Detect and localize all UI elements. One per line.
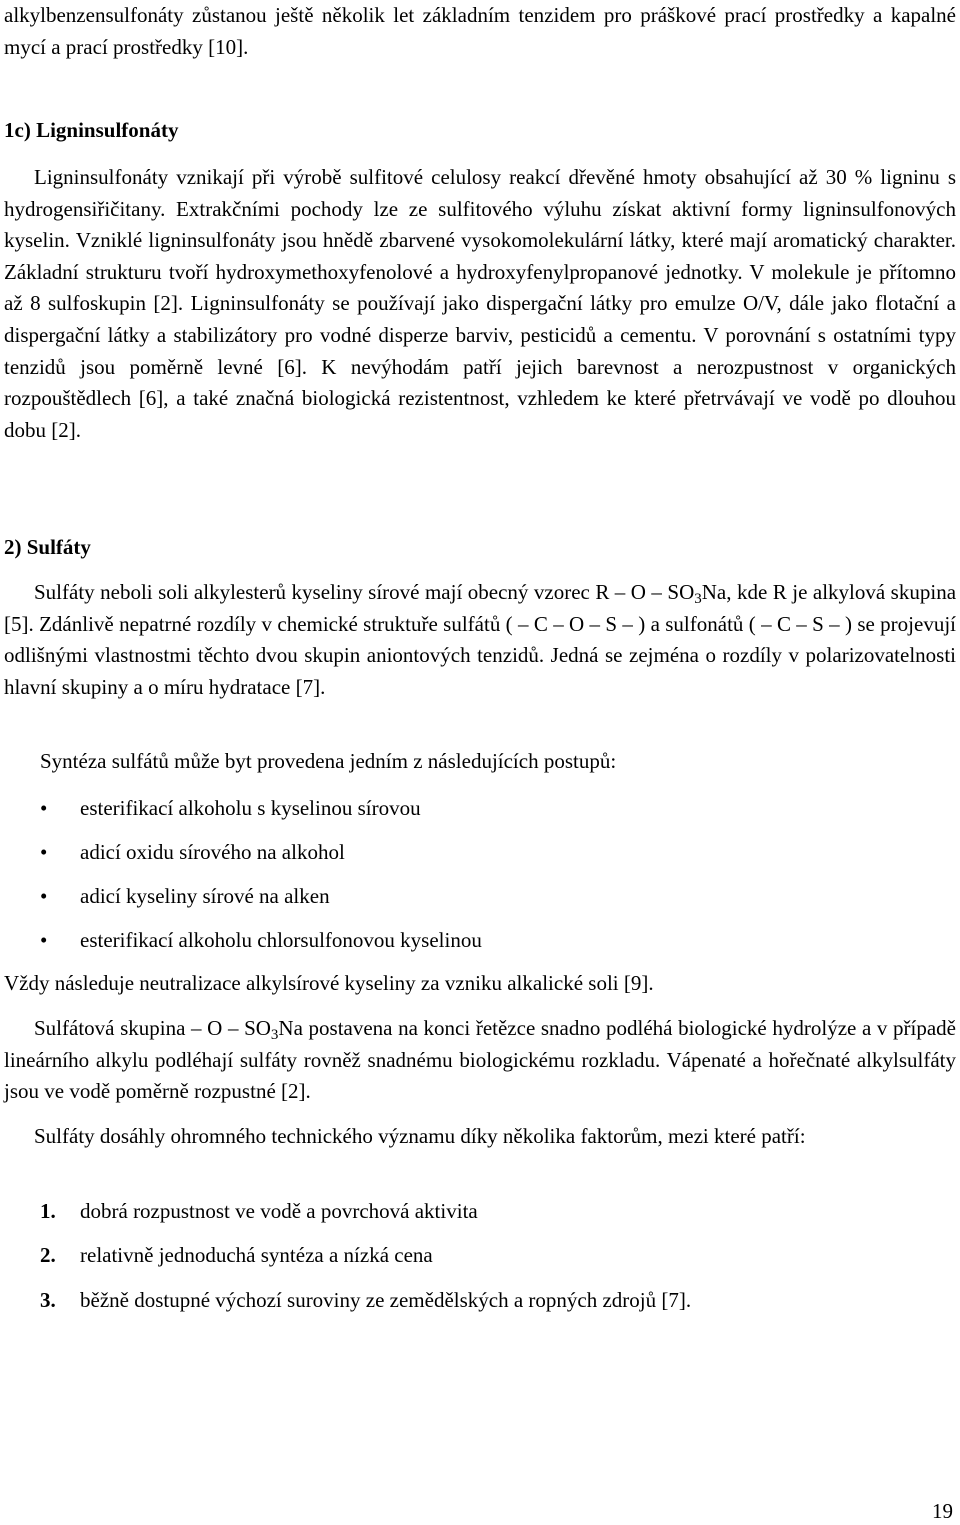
neutralizace-paragraph: Vždy následuje neutralizace alkylsírové kyseliny za vzniku alkalické soli [9]. bbox=[4, 971, 654, 995]
list-item-text: adicí kyseliny sírové na alken bbox=[80, 884, 330, 908]
list-item-text: esterifikací alkoholu chlorsulfonovou kyselinou bbox=[80, 928, 482, 952]
list-item bbox=[4, 1285, 904, 1315]
sulfaty-text-b: Na, kde R je alkylová skupina [5]. Zdánlivě nepatrné rozdíly v chemické struktuře sulfátů ( – C – O – S – ) a sulfonátů ( – C – S – ) se projevují odlišnými vlastnostmi těchto dvou skupin aniontových tenzidů. Jedná se zejména o rozdíly v polarizovatelnosti hlavní skupiny a o míru hydratace [7]. bbox=[4, 580, 957, 699]
list-item bbox=[4, 1196, 904, 1226]
heading-sulfaty: 2) Sulfáty bbox=[4, 535, 91, 559]
sulfaty-paragraph bbox=[4, 577, 956, 703]
heading-ligninsulfonaty: 1c) Ligninsulfonáty bbox=[4, 118, 179, 142]
list-number: 1. bbox=[40, 1199, 56, 1223]
list-item bbox=[4, 793, 904, 823]
synteza-paragraph: Syntéza sulfátů může byt provedena jedním z následujících postupů: bbox=[40, 749, 617, 773]
list-item bbox=[4, 1240, 904, 1270]
list-item-text: adicí oxidu sírového na alkohol bbox=[80, 840, 345, 864]
ligninsulfonaty-paragraph: Ligninsulfonáty vznikají při výrobě sulfitové celulosy reakcí dřevěné hmoty obsahující až 30 % ligninu s hydrogensiřičitany. Extrakčními pochody lze ze sulfitového výluhu získat aktivní formy ligninsulfonových kyselin. Vzniklé ligninsulfonáty jsou hnědě zbarvené vysokomolekulární látky, které mají aromatický charakter. Základní strukturu tvoří hydroxymethoxyfenolové a hydroxyfenylpropanové jednotky. V molekule je přítomno až 8 sulfoskupin [2]. Ligninsulfonáty se používají jako dispergační látky pro emulze O/V, dále jako flotační a dispergační látky a stabilizátory pro vodné disperze barviv, pesticidů a cementu. V porovnání s ostatními typy tenzidů jsou poměrně levné [6]. K nevýhodám patří jejich barevnost a nerozpustnost v organických rozpouštědlech [6], a také značná biologická rezistentnost, vzhledem ke které přetrvávají ve vodě po dlouhou dobu [2]. bbox=[4, 165, 956, 442]
list-item bbox=[4, 881, 904, 911]
skupina-text-b: Na postavena na konci řetězce snadno podléhá biologické hydrolýze a v případě lineárního alkylu podléhají sulfáty rovněž snadnému biologickému rozkladu. Vápenaté a hořečnaté alkylsulfáty jsou ve vodě poměrně rozpustné [2]. bbox=[4, 1016, 956, 1104]
intro-paragraph: alkylbenzensulfonáty zůstanou ještě několik let základním tenzidem pro práškové prací prostředky a kapalné mycí a prací prostředky [10]. bbox=[4, 3, 956, 59]
bullet-icon: • bbox=[40, 796, 48, 820]
bullet-icon: • bbox=[40, 884, 48, 908]
skupina-text-a: Sulfátová skupina – O – SO bbox=[34, 1016, 271, 1040]
subscript-3: 3 bbox=[694, 591, 702, 607]
list-item bbox=[4, 837, 904, 867]
faktory-paragraph: Sulfáty dosáhly ohromného technického významu díky několika faktorům, mezi které patří: bbox=[34, 1124, 806, 1148]
list-item-text: běžně dostupné výchozí suroviny ze zemědělských a ropných zdrojů [7]. bbox=[80, 1288, 692, 1312]
bullet-icon: • bbox=[40, 840, 48, 864]
list-number: 3. bbox=[40, 1288, 56, 1312]
subscript-3: 3 bbox=[270, 1027, 279, 1043]
sulfatova-skupina-paragraph bbox=[4, 1013, 956, 1108]
list-number: 2. bbox=[40, 1243, 56, 1267]
list-item bbox=[4, 925, 904, 955]
bullet-icon: • bbox=[40, 928, 48, 952]
list-item-text: relativně jednoduchá syntéza a nízká cena bbox=[80, 1243, 433, 1267]
page-number: 19 bbox=[932, 1499, 953, 1523]
sulfaty-text-a: Sulfáty neboli soli alkylesterů kyseliny sírové mají obecný vzorec R – O – SO bbox=[34, 580, 695, 604]
list-item-text: esterifikací alkoholu s kyselinou sírovou bbox=[80, 796, 421, 820]
list-item-text: dobrá rozpustnost ve vodě a povrchová aktivita bbox=[80, 1199, 478, 1223]
